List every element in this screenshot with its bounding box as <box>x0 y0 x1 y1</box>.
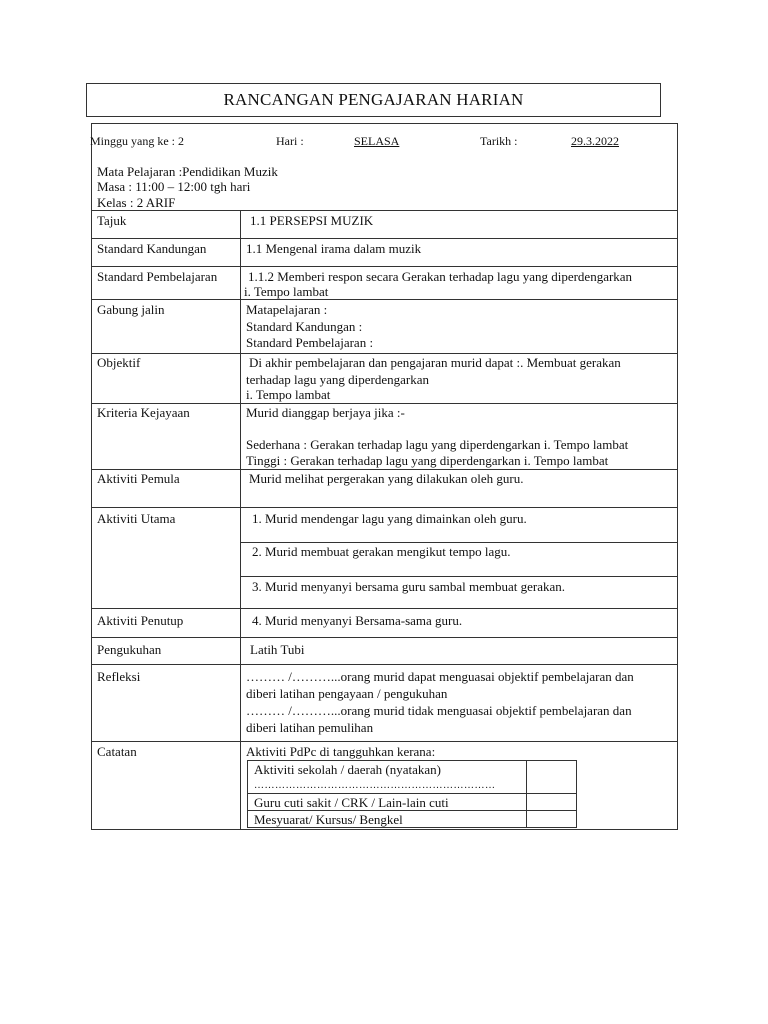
masa: Masa : 11:00 – 12:00 tgh hari <box>97 179 251 194</box>
divider <box>92 664 677 665</box>
mata-pelajaran: Mata Pelajaran :Pendidikan Muzik <box>97 164 278 179</box>
divider <box>92 299 677 300</box>
hari-value: SELASA <box>354 134 400 148</box>
title-box <box>86 83 661 117</box>
gabung-jalin-label: Gabung jalin <box>97 302 165 317</box>
gabung-jalin-line1: Matapelajaran : <box>246 302 328 317</box>
pengukuhan-value: Latih Tubi <box>250 642 305 657</box>
divider <box>92 353 677 354</box>
kriteria-line2: Sederhana : Gerakan terhadap lagu yang diperdengarkan i. Tempo lambat <box>246 437 629 452</box>
postponement-reasons-table <box>247 760 577 828</box>
standard-pembelajaran-line2: i. Tempo lambat <box>244 284 329 299</box>
divider <box>92 266 677 267</box>
kriteria-line1: Murid dianggap berjaya jika :- <box>246 405 405 420</box>
kriteria-label: Kriteria Kejayaan <box>97 405 190 420</box>
catatan-intro: Aktiviti PdPc di tangguhkan kerana: <box>246 744 436 759</box>
refleksi-line3: ……… /………...orang murid tidak menguasai objektif pembelajaran dan <box>246 703 632 718</box>
aktiviti-utama-item2: 2. Murid membuat gerakan mengikut tempo lagu. <box>252 544 511 559</box>
objektif-line1: Di akhir pembelajaran dan pengajaran murid dapat :. Membuat gerakan <box>249 355 621 370</box>
divider <box>92 741 677 742</box>
reason-meeting-checkbox[interactable] <box>527 811 576 827</box>
standard-pembelajaran-label: Standard Pembelajaran <box>97 269 218 284</box>
page-title: RANCANGAN PENGAJARAN HARIAN <box>223 90 524 109</box>
hari-label: Hari : <box>276 134 304 148</box>
divider <box>240 576 677 577</box>
objektif-line2: terhadap lagu yang diperdengarkan <box>246 372 430 387</box>
tarikh-label: Tarikh : <box>480 134 518 148</box>
reason-school-activity: Aktiviti sekolah / daerah (nyatakan) <box>254 762 441 777</box>
tajuk-label: Tajuk <box>97 213 127 228</box>
divider <box>92 637 677 638</box>
tarikh-value: 29.3.2022 <box>571 134 619 148</box>
divider <box>92 608 677 609</box>
reason-teacher-leave: Guru cuti sakit / CRK / Lain-lain cuti <box>254 795 449 810</box>
refleksi-line4: diberi latihan pemulihan <box>246 720 374 735</box>
reason-school-activity-dots: …………………………………………………………… <box>254 780 496 791</box>
aktiviti-utama-item1: 1. Murid mendengar lagu yang dimainkan oleh guru. <box>252 511 527 526</box>
aktiviti-utama-item3: 3. Murid menyanyi bersama guru sambal membuat gerakan. <box>252 579 565 594</box>
divider <box>92 469 677 470</box>
standard-pembelajaran-line1: 1.1.2 Memberi respon secara Gerakan terhadap lagu yang diperdengarkan <box>248 269 633 284</box>
tajuk-value: 1.1 PERSEPSI MUZIK <box>250 213 374 228</box>
refleksi-line1: ……… /………...orang murid dapat menguasai objektif pembelajaran dan <box>246 669 634 684</box>
gabung-jalin-line2: Standard Kandungan : <box>246 319 363 334</box>
kelas: Kelas : 2 ARIF <box>97 195 176 210</box>
objektif-line3: i. Tempo lambat <box>246 387 331 402</box>
aktiviti-utama-label: Aktiviti Utama <box>97 511 176 526</box>
minggu-text: Minggu yang ke : 2 <box>90 134 184 148</box>
divider <box>92 403 677 404</box>
objektif-label: Objektif <box>97 355 141 370</box>
refleksi-label: Refleksi <box>97 669 141 684</box>
aktiviti-penutup-label: Aktiviti Penutup <box>97 613 184 628</box>
kriteria-line3: Tinggi : Gerakan terhadap lagu yang diperdengarkan i. Tempo lambat <box>246 453 609 468</box>
reason-meeting: Mesyuarat/ Kursus/ Bengkel <box>254 812 403 827</box>
divider <box>240 542 677 543</box>
aktiviti-penutup-value: 4. Murid menyanyi Bersama-sama guru. <box>252 613 463 628</box>
catatan-label: Catatan <box>97 744 137 759</box>
reason-teacher-leave-checkbox[interactable] <box>527 794 576 810</box>
lesson-plan-form <box>91 123 678 830</box>
aktiviti-pemula-label: Aktiviti Pemula <box>97 471 180 486</box>
aktiviti-pemula-value: Murid melihat pergerakan yang dilakukan oleh guru. <box>249 471 524 486</box>
column-divider <box>240 210 241 829</box>
standard-kandungan-value: 1.1 Mengenal irama dalam muzik <box>246 241 422 256</box>
refleksi-line2: diberi latihan pengayaan / pengukuhan <box>246 686 448 701</box>
pengukuhan-label: Pengukuhan <box>97 642 162 657</box>
divider <box>92 238 677 239</box>
standard-kandungan-label: Standard Kandungan <box>97 241 207 256</box>
divider <box>92 210 677 211</box>
gabung-jalin-line3: Standard Pembelajaran : <box>246 335 374 350</box>
divider <box>92 507 677 508</box>
reason-school-activity-checkbox[interactable] <box>527 761 576 793</box>
